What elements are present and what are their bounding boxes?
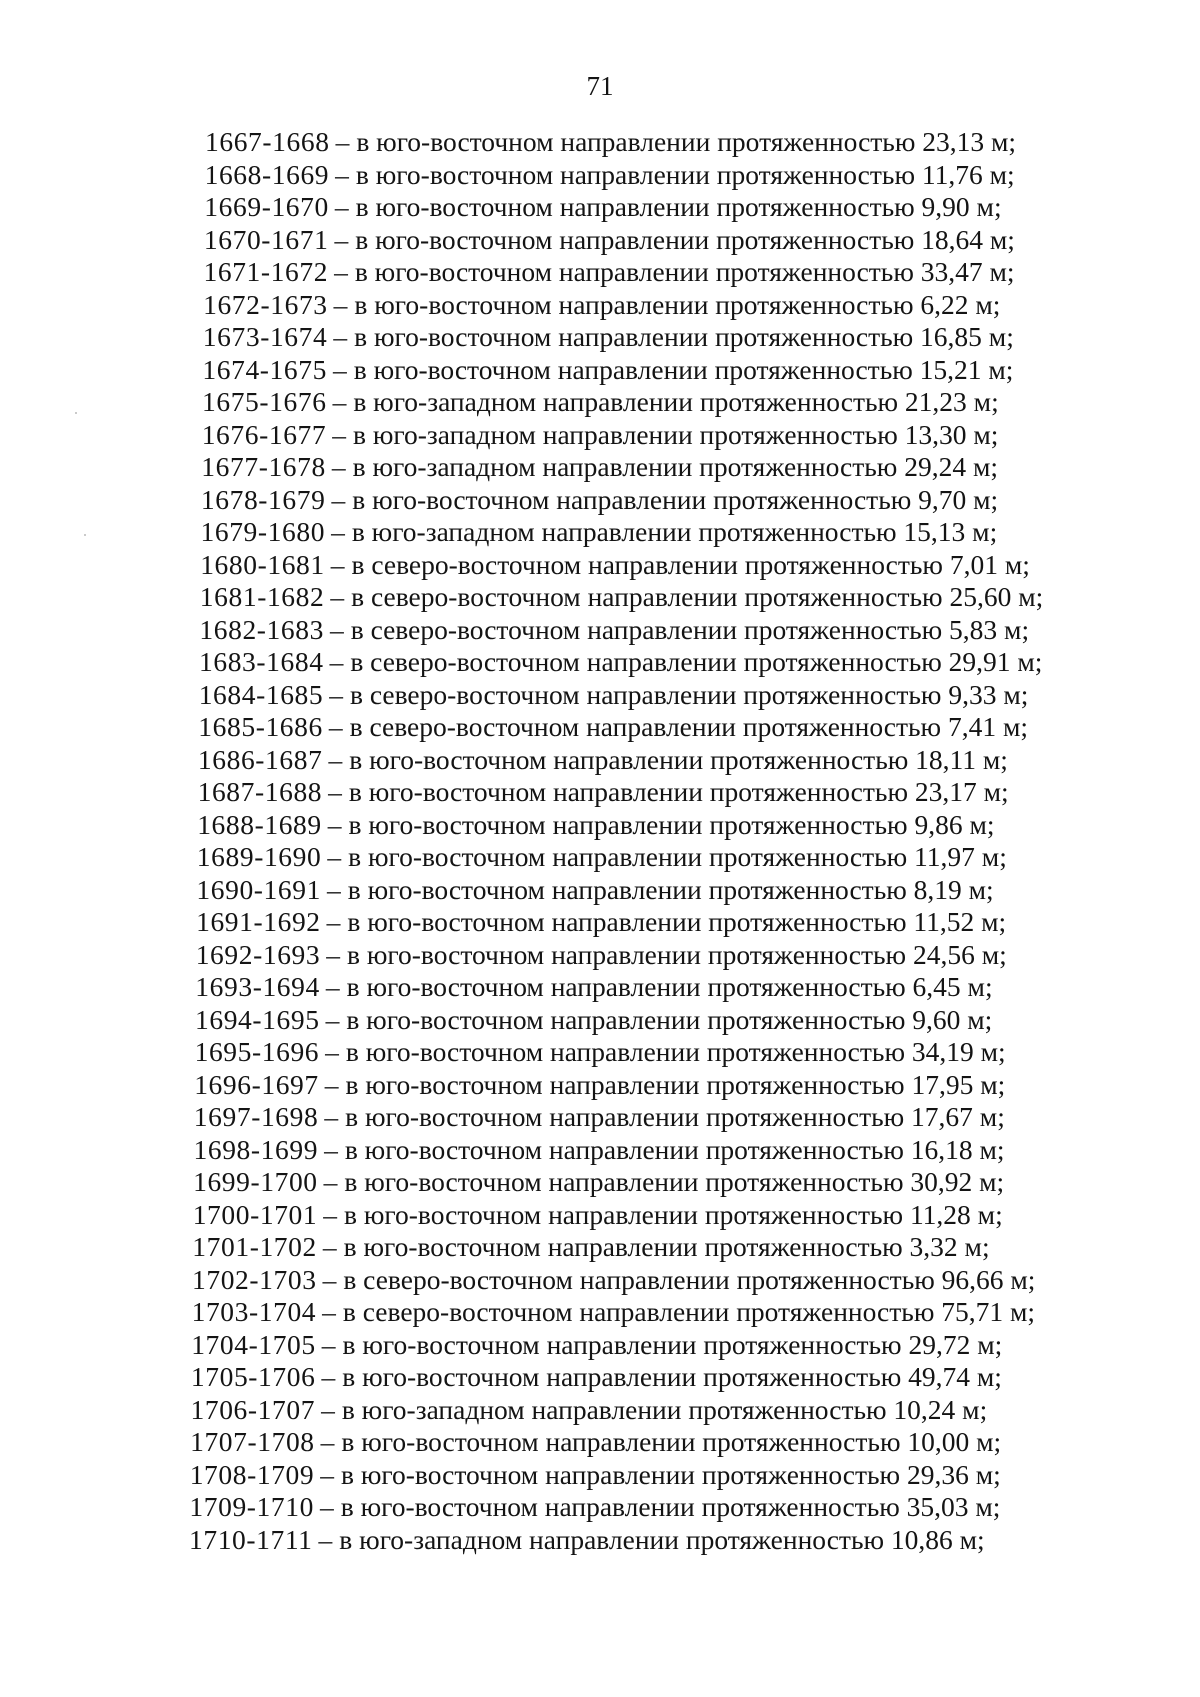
page-number: 71 <box>586 71 614 101</box>
segment-range: 1701-1702 <box>192 1231 317 1262</box>
segment-line <box>189 1524 1200 1557</box>
segment-line <box>204 224 1200 257</box>
segment-range: 1675-1676 <box>202 386 327 417</box>
boundary-segment-list <box>0 126 1200 1556</box>
segment-line <box>190 1459 1200 1492</box>
segment-range: 1692-1693 <box>195 938 321 970</box>
dash-separator: – <box>331 451 346 482</box>
segment-description: в юго-восточном направлении протяженностью 30,92 м; <box>344 1166 1005 1197</box>
segment-description: в юго-восточном направлении протяженностью 34,19 м; <box>345 1036 1006 1067</box>
dash-separator: – <box>335 158 349 190</box>
dash-separator: – <box>318 1523 333 1555</box>
segment-line <box>192 1296 1200 1329</box>
segment-line <box>198 744 1200 777</box>
segment-description: в северо-восточном направлении протяженностью 5,83 м; <box>350 613 1030 645</box>
dash-separator: – <box>327 841 342 872</box>
segment-line <box>201 484 1200 517</box>
dash-separator: – <box>330 548 345 580</box>
segment-line <box>191 1394 1200 1427</box>
segment-line <box>192 1231 1200 1264</box>
dash-separator: – <box>325 1003 340 1035</box>
dash-separator: – <box>320 1426 335 1457</box>
segment-range: 1704-1705 <box>191 1328 316 1360</box>
segment-range: 1686-1687 <box>197 743 323 775</box>
scan-speck <box>84 534 86 536</box>
segment-line <box>189 1491 1200 1524</box>
segment-range: 1696-1697 <box>194 1068 319 1100</box>
dash-separator: – <box>326 938 340 970</box>
segment-description: в юго-восточном направлении протяженностью 17,67 м; <box>345 1101 1005 1132</box>
segment-range: 1682-1683 <box>199 613 324 645</box>
dash-separator: – <box>334 223 349 255</box>
segment-description: в юго-восточном направлении протяженностью 6,45 м; <box>346 971 993 1002</box>
segment-line <box>193 1199 1200 1232</box>
segment-line <box>205 126 1200 159</box>
segment-description: в юго-западном направлении протяженностью 13,30 м; <box>353 418 999 450</box>
dash-separator: – <box>329 678 343 710</box>
dash-separator: – <box>333 288 348 320</box>
segment-description: в юго-восточном направлении протяженностью 3,32 м; <box>343 1231 990 1262</box>
segment-range: 1670-1671 <box>203 223 329 255</box>
segment-range: 1669-1670 <box>204 191 329 222</box>
segment-line <box>194 1069 1200 1102</box>
segment-description: в юго-восточном направлении протяженностью 35,03 м; <box>340 1491 1001 1522</box>
segment-description: в юго-восточном направлении протяженностью 9,86 м; <box>348 808 995 840</box>
dash-separator: – <box>323 1166 338 1197</box>
segment-line <box>195 1036 1200 1069</box>
segment-range: 1702-1703 <box>192 1263 317 1295</box>
segment-description: в юго-восточном направлении протяженностью 16,85 м; <box>354 321 1014 352</box>
dash-separator: – <box>333 321 348 352</box>
segment-line <box>190 1426 1200 1459</box>
segment-line <box>201 516 1200 549</box>
segment-line <box>205 159 1200 192</box>
segment-description: в юго-западном направлении протяженностью 21,23 м; <box>353 386 999 417</box>
segment-range: 1710-1711 <box>189 1523 313 1555</box>
segment-description: в юго-западном направлении протяженностью 29,24 м; <box>352 451 999 482</box>
dash-separator: – <box>331 483 346 515</box>
dash-separator: – <box>326 873 341 905</box>
segment-description: в юго-восточном направлении протяженностью 18,11 м; <box>349 743 1008 775</box>
segment-range: 1698-1699 <box>193 1133 319 1165</box>
segment-range: 1700-1701 <box>192 1198 318 1230</box>
segment-line <box>194 1134 1200 1167</box>
dash-separator: – <box>332 418 346 450</box>
dash-separator: – <box>325 971 340 1002</box>
dash-separator: – <box>328 776 342 807</box>
segment-description: в юго-восточном направлении протяженностью 23,17 м; <box>348 776 1009 807</box>
segment-description: в северо-восточном направлении протяженностью 7,41 м; <box>349 711 1028 742</box>
segment-range: 1667-1668 <box>205 126 330 157</box>
segment-line <box>198 711 1200 744</box>
segment-description: в юго-восточном направлении протяженностью 23,13 м; <box>356 126 1017 157</box>
segment-range: 1671-1672 <box>203 256 329 287</box>
segment-line <box>204 256 1200 289</box>
segment-line <box>195 1004 1200 1037</box>
segment-line <box>199 679 1200 712</box>
dash-separator: – <box>334 256 348 287</box>
dash-separator: – <box>322 1263 337 1295</box>
segment-range: 1679-1680 <box>200 516 326 547</box>
segment-line <box>199 614 1200 647</box>
segment-range: 1677-1678 <box>201 451 326 482</box>
segment-line <box>196 939 1200 972</box>
dash-separator: – <box>334 191 349 222</box>
segment-description: в северо-восточном направлении протяженностью 29,91 м; <box>350 646 1043 677</box>
segment-range: 1708-1709 <box>189 1458 315 1490</box>
dash-separator: – <box>321 1361 336 1392</box>
dash-separator: – <box>329 646 344 677</box>
segment-range: 1690-1691 <box>196 873 321 905</box>
segment-description: в юго-восточном направлении протяженностью 9,60 м; <box>346 1003 993 1035</box>
segment-line <box>196 874 1200 907</box>
segment-description: в юго-западном направлении протяженностью 10,24 м; <box>341 1393 988 1425</box>
segment-range: 1707-1708 <box>190 1426 315 1457</box>
dash-separator: – <box>324 1068 339 1100</box>
segment-description: в юго-восточном направлении протяженностью 33,47 м; <box>354 256 1015 287</box>
segment-range: 1699-1700 <box>193 1166 318 1197</box>
segment-line <box>193 1166 1200 1199</box>
dash-separator: – <box>327 808 342 840</box>
segment-description: в юго-восточном направлении протяженностью 29,36 м; <box>341 1458 1001 1490</box>
dash-separator: – <box>330 581 345 612</box>
segment-line <box>195 971 1200 1004</box>
segment-line <box>191 1361 1200 1394</box>
segment-description: в юго-восточном направлении протяженностью 15,21 м; <box>353 353 1014 385</box>
segment-line <box>192 1264 1200 1297</box>
segment-description: в юго-западном направлении протяженностью 10,86 м; <box>339 1523 985 1555</box>
dash-separator: – <box>331 516 345 547</box>
segment-range: 1705-1706 <box>190 1361 316 1392</box>
segment-line <box>194 1101 1200 1134</box>
segment-range: 1684-1685 <box>198 678 324 710</box>
segment-line <box>202 419 1200 452</box>
segment-description: в северо-восточном направлении протяженностью 25,60 м; <box>351 581 1044 612</box>
segment-line <box>191 1329 1200 1362</box>
segment-line <box>198 776 1200 809</box>
segment-description: в северо-восточном направлении протяженностью 9,33 м; <box>350 678 1029 710</box>
segment-range: 1695-1696 <box>194 1036 320 1067</box>
segment-description: в юго-восточном направлении протяженностью 24,56 м; <box>347 938 1007 970</box>
segment-description: в юго-восточном направлении протяженностью 16,18 м; <box>344 1133 1005 1165</box>
segment-range: 1681-1682 <box>199 581 325 612</box>
segment-line <box>199 646 1200 679</box>
segment-line <box>201 451 1200 484</box>
dash-separator: – <box>325 1036 339 1067</box>
segment-description: в юго-восточном направлении протяженностью 11,76 м; <box>355 158 1015 190</box>
dash-separator: – <box>326 906 341 937</box>
segment-description: в юго-восточном направлении протяженностью 11,28 м; <box>344 1198 1003 1230</box>
segment-range: 1694-1695 <box>195 1003 320 1035</box>
segment-range: 1697-1698 <box>193 1101 319 1132</box>
segment-description: в северо-восточном направлении протяженностью 7,01 м; <box>351 548 1030 580</box>
segment-range: 1687-1688 <box>197 776 323 807</box>
segment-description: в северо-восточном направлении протяженностью 75,71 м; <box>342 1296 1036 1327</box>
dash-separator: – <box>320 1458 334 1490</box>
dash-separator: – <box>324 1101 339 1132</box>
dash-separator: – <box>321 1393 335 1425</box>
segment-range: 1680-1681 <box>200 548 325 580</box>
dash-separator: – <box>335 126 350 157</box>
segment-description: в юго-восточном направлении протяженностью 18,64 м; <box>355 223 1015 255</box>
segment-range: 1709-1710 <box>189 1491 314 1522</box>
segment-line <box>200 549 1200 582</box>
dash-separator: – <box>323 1198 337 1230</box>
segment-description: в юго-восточном направлении протяженностью 10,00 м; <box>341 1426 1002 1457</box>
segment-line <box>197 841 1200 874</box>
dash-separator: – <box>322 1296 336 1327</box>
segment-range: 1674-1675 <box>202 353 327 385</box>
segment-range: 1703-1704 <box>191 1296 317 1327</box>
segment-description: в юго-восточном направлении протяженностью 9,70 м; <box>352 483 999 515</box>
segment-line <box>202 354 1200 387</box>
dash-separator: – <box>329 613 344 645</box>
dash-separator: – <box>332 386 347 417</box>
segment-range: 1668-1669 <box>204 158 330 190</box>
dash-separator: – <box>328 743 343 775</box>
segment-line <box>203 321 1200 354</box>
segment-description: в северо-восточном направлении протяженностью 96,66 м; <box>343 1263 1036 1295</box>
segment-line <box>203 289 1200 322</box>
dash-separator: – <box>319 1491 334 1522</box>
segment-description: в юго-восточном направлении протяженностью 9,90 м; <box>355 191 1002 222</box>
segment-description: в юго-восточном направлении протяженностью 8,19 м; <box>347 873 994 905</box>
segment-description: в юго-восточном направлении протяженностью 11,97 м; <box>348 841 1007 872</box>
segment-range: 1678-1679 <box>200 483 326 515</box>
segment-range: 1693-1694 <box>195 971 320 1002</box>
segment-description: в юго-восточном направлении протяженностью 6,22 м; <box>354 288 1001 320</box>
dash-separator: – <box>332 353 347 385</box>
segment-line <box>204 191 1200 224</box>
segment-range: 1688-1689 <box>197 808 322 840</box>
segment-range: 1676-1677 <box>201 418 327 450</box>
segment-range: 1706-1707 <box>190 1393 316 1425</box>
segment-description: в юго-западном направлении протяженностью 15,13 м; <box>351 516 998 547</box>
segment-range: 1685-1686 <box>198 711 323 742</box>
dash-separator: – <box>321 1328 336 1360</box>
segment-range: 1691-1692 <box>196 906 321 937</box>
segment-range: 1683-1684 <box>199 646 324 677</box>
segment-description: в юго-восточном направлении протяженностью 11,52 м; <box>347 906 1007 937</box>
segment-line <box>200 581 1200 614</box>
dash-separator: – <box>324 1133 338 1165</box>
segment-line <box>196 906 1200 939</box>
segment-range: 1689-1690 <box>196 841 322 872</box>
scan-speck <box>75 412 77 414</box>
segment-description: в юго-восточном направлении протяженностью 17,95 м; <box>345 1068 1006 1100</box>
segment-line <box>202 386 1200 419</box>
dash-separator: – <box>322 1231 337 1262</box>
dash-separator: – <box>328 711 343 742</box>
segment-range: 1673-1674 <box>202 321 328 352</box>
segment-range: 1672-1673 <box>203 288 328 320</box>
segment-line <box>197 809 1200 842</box>
segment-description: в юго-восточном направлении протяженностью 29,72 м; <box>342 1328 1003 1360</box>
segment-description: в юго-восточном направлении протяженностью 49,74 м; <box>342 1361 1002 1392</box>
